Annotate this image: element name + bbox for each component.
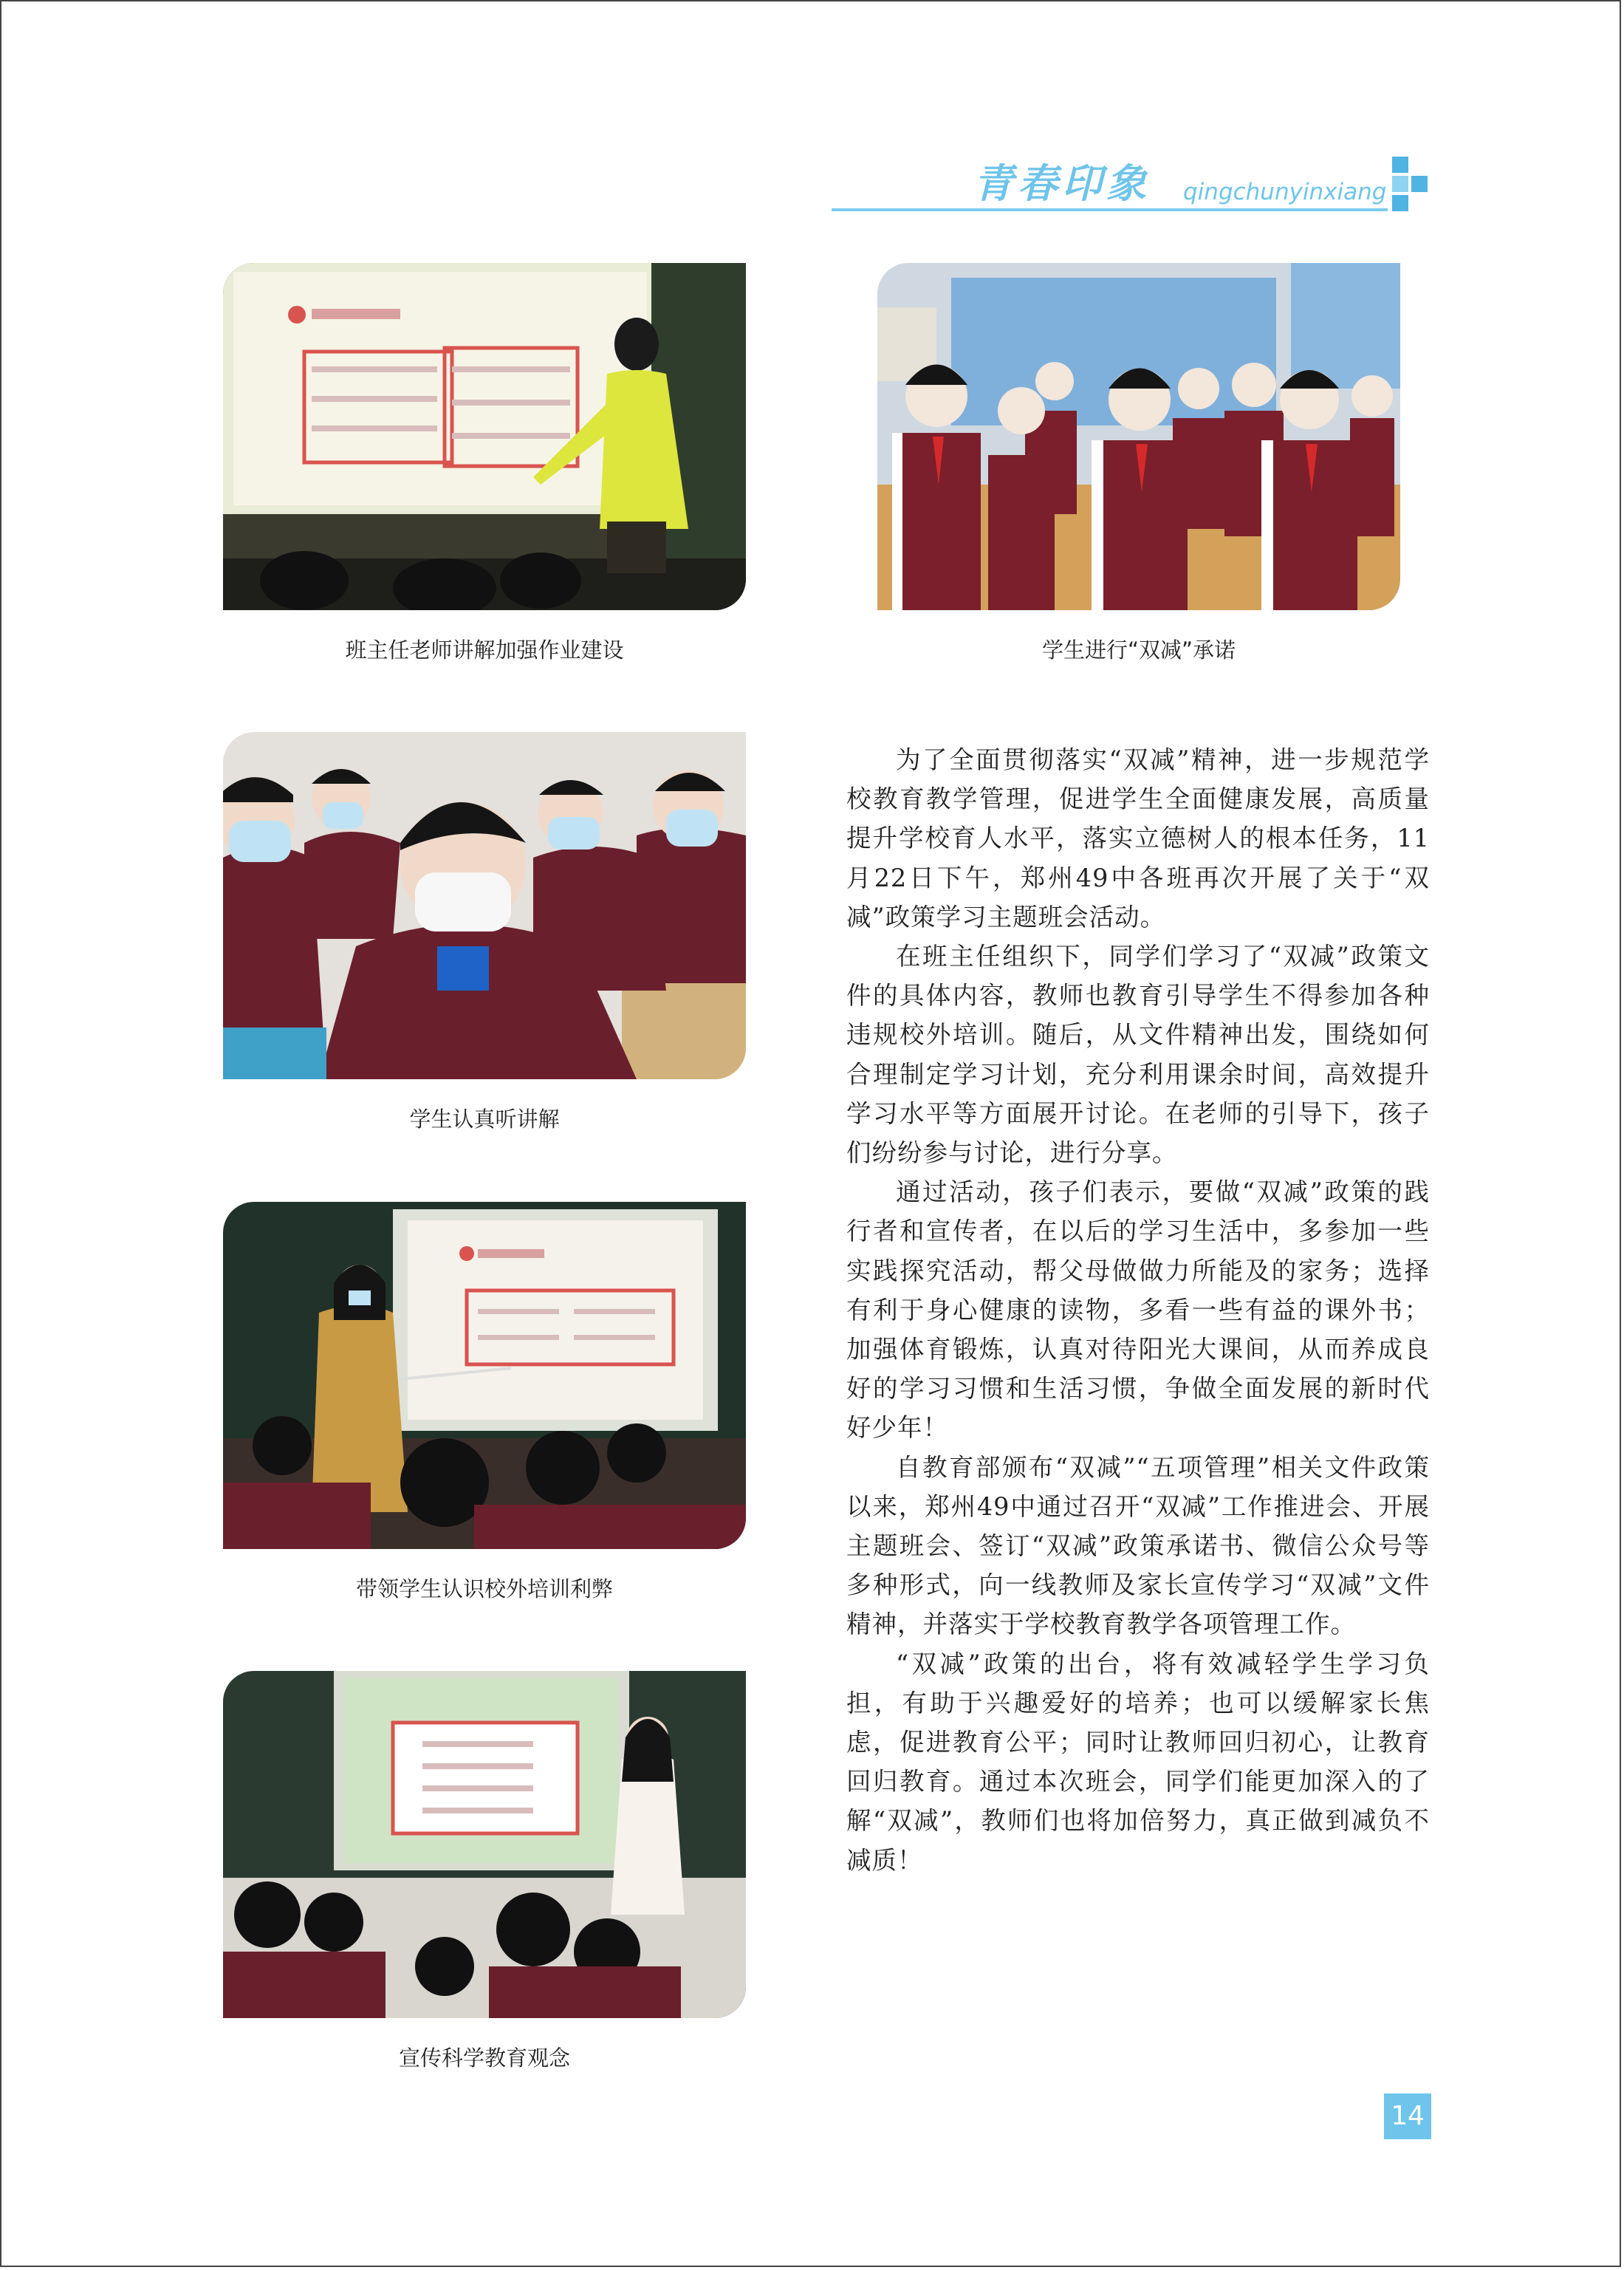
header-rule: [832, 208, 1388, 211]
photo-teacher-presenting: [223, 1202, 746, 1549]
article-body: [846, 740, 1430, 1880]
section-title: 青春印象: [973, 160, 1151, 207]
caption-photo-5: 宣传科学教育观念: [398, 2045, 570, 2071]
article-paragraph: 在班主任组织下，同学们学习了“双减”政策文件的具体内容，教师也教育引导学生不得参加各种违规校外培训。随后，从文件精神出发，围绕如何合理制定学习计划，充分利用课余时间，高效提升学习水平等方面展开讨论。在老师的引导下，孩子们纷纷参与讨论，进行分享。: [846, 942, 1430, 1168]
article-paragraph: “双减”政策的出台，将有效减轻学生学习负担，有助于兴趣爱好的培养；也可以缓解家长焦虑，促进教育公平；同时让教师回归初心，让教育回归教育。通过本次班会，同学们能更加深入的了解“双减”，教师们也将加倍努力，真正做到减负不减质！: [846, 1649, 1430, 1875]
article-paragraph: 通过活动，孩子们表示，要做“双减”政策的践行者和宣传者，在以后的学习生活中，多参加一些实践探究活动，帮父母做做力所能及的家务；选择有利于身心健康的读物，多看一些有益的课外书；加强体育锻炼，认真对待阳光大课间，从而养成良好的学习习惯和生活习惯，争做全面发展的新时代好少年！: [846, 1177, 1430, 1443]
page-number: 14: [1384, 2093, 1431, 2139]
section-title-pinyin: qingchunyinxiang: [1183, 179, 1387, 205]
photo-students-pledge: [877, 263, 1400, 610]
cross-block-icon: [1392, 157, 1431, 211]
caption-photo-1: 班主任老师讲解加强作业建设: [345, 637, 624, 663]
photo-classroom-lecture: [223, 1671, 746, 2018]
article-paragraph: 为了全面贯彻落实“双减”精神，进一步规范学校教育教学管理，促进学生全面健康发展，高质量提升学校育人水平，落实立德树人的根本任务，11月22日下午，郑州49中各班再次开展了关于“双减”政策学习主题班会活动。: [846, 745, 1430, 931]
caption-photo-4: 带领学生认识校外培训利弊: [355, 1576, 613, 1601]
caption-photo-2: 学生进行“双减”承诺: [1041, 637, 1236, 663]
photo-students-listening: [223, 732, 746, 1079]
photo-teacher-explaining: [223, 263, 746, 610]
caption-photo-3: 学生认真听讲解: [409, 1107, 560, 1132]
article-paragraph: 自教育部颁布“双减”“五项管理”相关文件政策以来，郑州49中通过召开“双减”工作推进会、开展主题班会、签订“双减”政策承诺书、微信公众号等多种形式，向一线教师及家长宣传学习“双减”文件精神，并落实于学校教育教学各项管理工作。: [846, 1452, 1430, 1639]
